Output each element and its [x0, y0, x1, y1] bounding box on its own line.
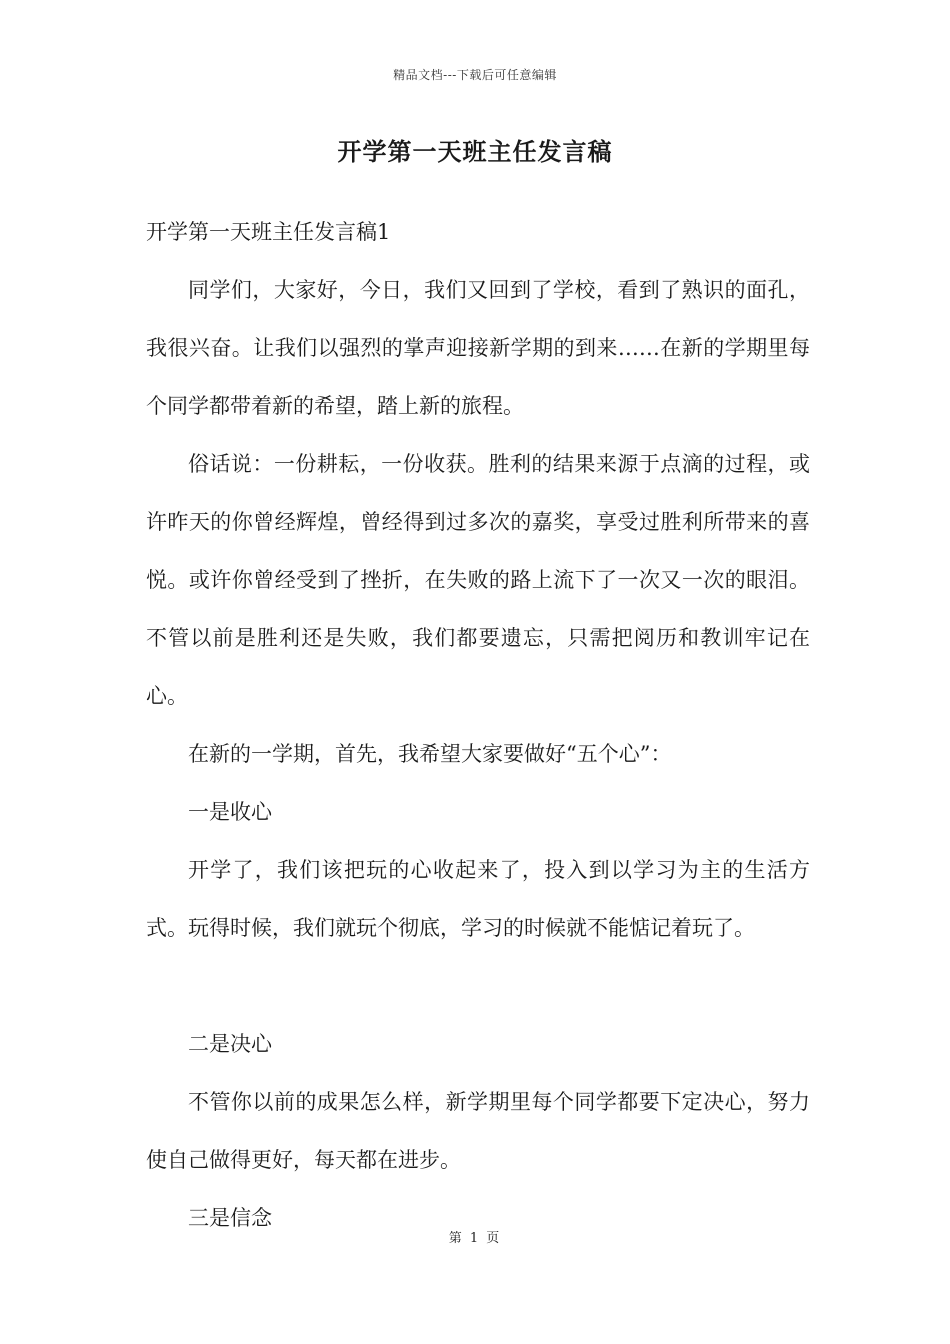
- document-title: 开学第一天班主任发言稿: [337, 137, 613, 166]
- page-header: 精品文档---下载后可任意编辑: [393, 68, 557, 82]
- blank-line: [146, 957, 810, 1015]
- point-heading-3: 三是信念: [188, 1206, 272, 1230]
- paragraph-proverb: 俗话说：一份耕耘，一份收获。胜利的结果来源于点滴的过程，或许昨天的你曾经辉煌，曾经得到过多次的嘉奖，享受过胜利所带来的喜悦。或许你曾经受到了挫折，在失败的路上流下了一次又一次的眼泪。不管以前是胜利还是失败，我们都要遗忘，只需把阅历和教训牢记在心。: [146, 452, 810, 708]
- point-heading-1: 一是收心: [188, 800, 272, 824]
- page-number: 第 1 页: [448, 1231, 502, 1246]
- paragraph-point-2: 不管你以前的成果怎么样，新学期里每个同学都要下定决心，努力使自己做得更好，每天都在进步。: [146, 1090, 810, 1172]
- paragraph-point-1: 开学了，我们该把玩的心收起来了，投入到以学习为主的生活方式。玩得时候，我们就玩个彻底，学习的时候就不能惦记着玩了。: [146, 858, 810, 940]
- document-body: [146, 203, 810, 1247]
- paragraph-greeting: 同学们，大家好，今日，我们又回到了学校，看到了熟识的面孔，我很兴奋。让我们以强烈的掌声迎接新学期的到来……在新的学期里每个同学都带着新的希望，踏上新的旅程。: [146, 278, 810, 418]
- section-heading: 开学第一天班主任发言稿1: [146, 220, 391, 244]
- paragraph-five-hearts: 在新的一学期，首先，我希望大家要做好“五个心”：: [188, 742, 672, 766]
- point-heading-2: 二是决心: [188, 1032, 272, 1056]
